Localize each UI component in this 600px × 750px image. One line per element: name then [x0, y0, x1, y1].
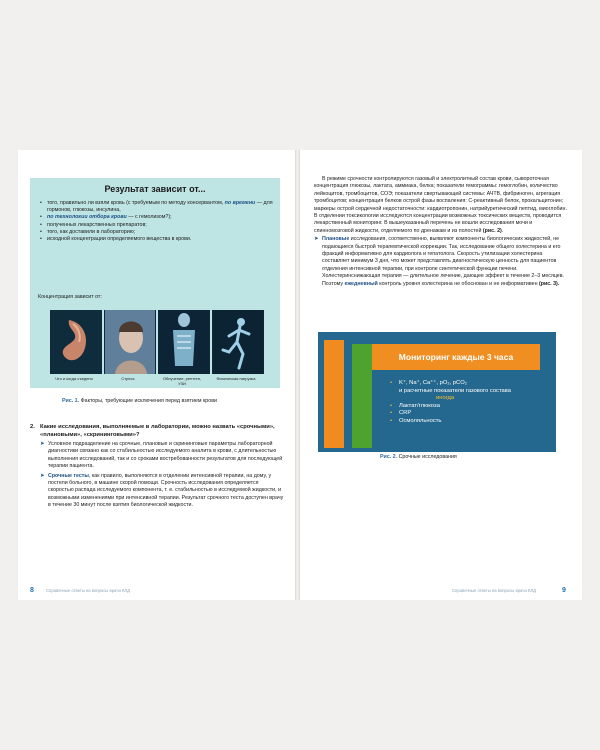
figure-2-monitoring: [318, 332, 556, 452]
photo-caption: Облучение, рентген, УЗИ: [162, 376, 202, 386]
page-footer: Справочные ответы на вопросы врача КЛД: [452, 588, 536, 593]
factors-box-title: Результат зависит от...: [104, 184, 206, 194]
factors-box: [30, 178, 280, 388]
figure-1-caption: Рис. 1. Факторы, требующие исключения перед взятием крови: [62, 398, 217, 404]
factors-list-item: • полученных лекарственных препаратов;: [38, 222, 274, 229]
monitoring-item: • K⁺, Na⁺, Ca⁺⁺, pO₂, pCO₂ и расчетные показатели газового состава: [390, 380, 550, 395]
concentration-label: Концентрация зависит от:: [38, 294, 102, 300]
paragraph: ➤ Условное подразделение на срочные, плановые и скрининговые параметры лабораторной диагностики связано как со стабильностью исследуемого аналита в крови, с длительностью выполнения исследований, так и со сроками востребованности результатов для последующей терапии пациента.: [40, 441, 283, 470]
paragraph: В режиме срочности контролируются газовый и электролитный состав крови, сывороточная концентрация глюкозы, лактата, аммиака, белка; показатели гемограммы: гемоглобин, количество лейкоцитов, тромбоцитов, СОЭ; показатели свертывающей системы: АЧТВ, фибриноген, агрегация тромбоцитов; концентрация белков острой фазы воспаления: С-реактивный белок, прокальцитонин; маркеры острой сердечной недостаточности: кардиотропонин, натрийуретический пептид, миоглобин. В отделении токсикологии исследуются концентрации возможных токсических веществ, проводится лекарственный мониторинг. В вышеуказанный перечень не вошли исследования мочи и спинномозговой жидкости, отделяемого по дренажам и из полостей (рис. 2).: [314, 176, 567, 234]
right-text-top: [314, 176, 571, 288]
right-page: [300, 150, 582, 600]
stress-face-image: [104, 310, 156, 374]
question-block: [30, 423, 285, 510]
monitoring-header: Мониторинг каждые 3 часа: [372, 344, 540, 370]
left-page: [18, 150, 295, 600]
paragraph: ➤ Срочные тесты, как правило, выполняются в отделении интенсивной терапии, на дому, у постели больного, в машине скорой помощи. Срочность исследования определяется скоростью распада исследуемого компонента, т. е. стабильностью в исследуемой жидкости, и возможными изменениями при интенсивной терапии. Результат срочного теста доступен врачу в течение 30 минут после взятия биологической жидкости.: [40, 472, 284, 509]
monitoring-item-note: иногда: [436, 395, 455, 402]
xray-image: [158, 310, 210, 374]
orange-bar: [324, 340, 344, 448]
question-title: 2. Какие исследования, выполняемые в лаборатории, можно назвать «срочными», «плановыми», «скрининговыми»?: [30, 424, 275, 438]
factors-list-item: • того, как доставили в лабораторию;: [38, 229, 274, 236]
monitoring-item: • CRP: [390, 410, 550, 418]
photo-caption: Стресс: [121, 376, 135, 381]
monitoring-item: • Лактат/глюкоза: [390, 403, 550, 411]
monitoring-item: • Осмоляльность: [390, 418, 550, 426]
arrow-icon: ➤: [40, 441, 45, 447]
arrow-icon: ➤: [314, 236, 319, 243]
figure-2-caption: Рис. 2. Срочные исследования: [380, 454, 457, 460]
monitoring-list: [390, 380, 550, 426]
stomach-image: [50, 310, 102, 374]
page-footer: Справочные ответы на вопросы врача КЛД: [46, 588, 130, 593]
arrow-icon: ➤: [40, 472, 45, 479]
factors-list-item: • исходной концентрации определяемого вещества в крови.: [38, 236, 274, 243]
runner-image: [212, 310, 264, 374]
factors-list-item: • по технологии отбора крови — с гемолизом?);: [38, 214, 274, 221]
factor-photos: [50, 310, 264, 374]
paragraph: ➤ Плановые исследования, соответственно, выявляют компоненты биологических жидкостей, не подающиеся быстрой терапевтической коррекции. Так, исследование общего холестерина и его фракций информативно для кардиолога и гепатолога. Скорость утилизации холестерина составляет минимум 3 дня, что может представлять диагностическую ценность для пациентов отделения интенсивной терапии, при контроле синтетической функции печени. Холестеринснижающая терапия — длительное лечение, дающее эффект в течение 2–3 месяцев. Поэтому ежедневный контроль уровня холестерина не обоснован и не информативен (рис. 3).: [314, 236, 565, 287]
green-bar: [352, 344, 372, 448]
photo-caption: Физическая нагрузка: [216, 376, 256, 381]
page-number: 8: [30, 587, 34, 594]
photo-caption: Что и когда съедено: [55, 376, 93, 381]
page-number: 9: [562, 587, 566, 594]
factors-list: [38, 200, 274, 243]
factors-list-item: • того, правильно ли взяли кровь (с требуемым по методу консервантом, по времени — для гормонов, глюкозы, инсулина,: [38, 200, 274, 214]
